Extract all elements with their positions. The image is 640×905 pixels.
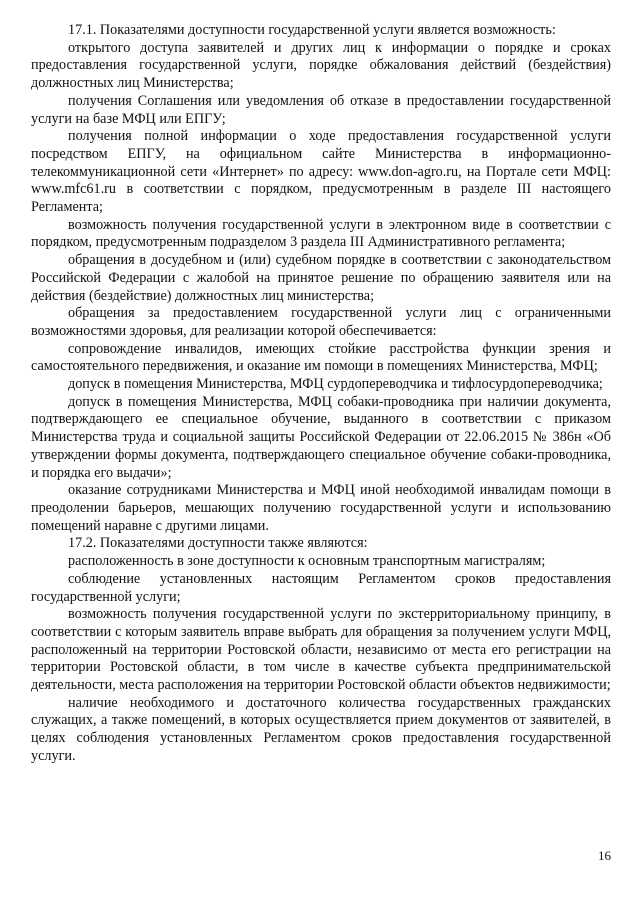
paragraph-open-access: открытого доступа заявителей и других лиц к информации о порядке и сроках предоставления государственной услуги, порядке обжалования действий (бездействия) должностных лиц Министерства;: [31, 39, 611, 92]
paragraph-17-2-heading: 17.2. Показателями доступности также являются:: [68, 535, 368, 552]
paragraph-electronic: возможность получения государственной услуги в электронном виде в соответствии с порядком, предусмотренным подразделом 3 раздела III Административного регламента;: [31, 216, 611, 251]
body-text: [31, 22, 611, 766]
paragraph-appeal: обращения в досудебном и (или) судебном порядке в соответствии с законодательством Российской Федерации с жалобой на принятое решение по обращению заявителя или на действия (бездействие) должностных лиц министерства;: [31, 252, 611, 304]
paragraph-17-1-heading: 17.1. Показателями доступности государственной услуги является возможность:: [68, 22, 556, 38]
paragraph-agreement: получения Соглашения или уведомления об отказе в предоставлении государственной услуги на базе МФЦ или ЕПГУ;: [31, 92, 611, 127]
paragraph-sign-interpreter: допуск в помещения Министерства, МФЦ сурдопереводчика и тифлосурдопереводчика;: [68, 376, 603, 393]
paragraph-full-info: получения полной информации о ходе предоставления государственной услуги посредством ЕПГУ, на официальном сайте Министерства в информационно-телекоммуникационной сети «Интернет» по адресу: www.don-agro.ru, на Портале сети МФЦ: www.mfc61.ru в соответствии с порядком, предусмотренным в разделе III настоящего Регламента;: [31, 128, 611, 216]
paragraph-assistance: оказание сотрудниками Министерства и МФЦ иной необходимой инвалидам помощи в преодолении барьеров, мешающих получению государственной услуги и использованию помещений наравне с другими лицами.: [31, 482, 611, 534]
paragraph-guide-dog: допуск в помещения Министерства, МФЦ собаки-проводника при наличии документа, подтверждающего ее специальное обучение, выданного в соответствии с приказом Министерства труда и социальной защиты Российской Федерации от 22.06.2015 № 386н «Об утверждении формы документа, подтверждающего специальное обучение собаки-проводника, и порядка его выдачи»;: [31, 393, 611, 481]
paragraph-transport: расположенность в зоне доступности к основным транспортным магистралям;: [68, 553, 546, 570]
paragraph-staff: наличие необходимого и достаточного количества государственных гражданских служащих, а также помещений, в которых осуществляется прием документов от заявителей, в целях соблюдения установленных Регламентом сроков предоставления государственной услуги.: [31, 694, 611, 764]
paragraph-escort: сопровождение инвалидов, имеющих стойкие расстройства функции зрения и самостоятельного передвижения, и оказание им помощи в помещениях Министерства, МФЦ;: [31, 340, 611, 375]
paragraph-extraterritorial: возможность получения государственной услуги по экстерриториальному принципу, в соответствии с которым заявитель вправе выбрать для обращения за получением услуги МФЦ, расположенный на территории Ростовской области, независимо от места его регистрации на территории Ростовской области, в том числе в качестве субъекта предпринимательской деятельности, места расположения на территории Ростовской области объектов недвижимости;: [31, 606, 611, 694]
page-number: 16: [598, 848, 611, 863]
paragraph-deadlines: соблюдение установленных настоящим Регламентом сроков предоставления государственной услуги;: [31, 570, 611, 605]
paragraph-disabled-access: обращения за предоставлением государственной услуги лиц с ограниченными возможностями здоровья, для реализации которой обеспечивается:: [31, 305, 611, 339]
